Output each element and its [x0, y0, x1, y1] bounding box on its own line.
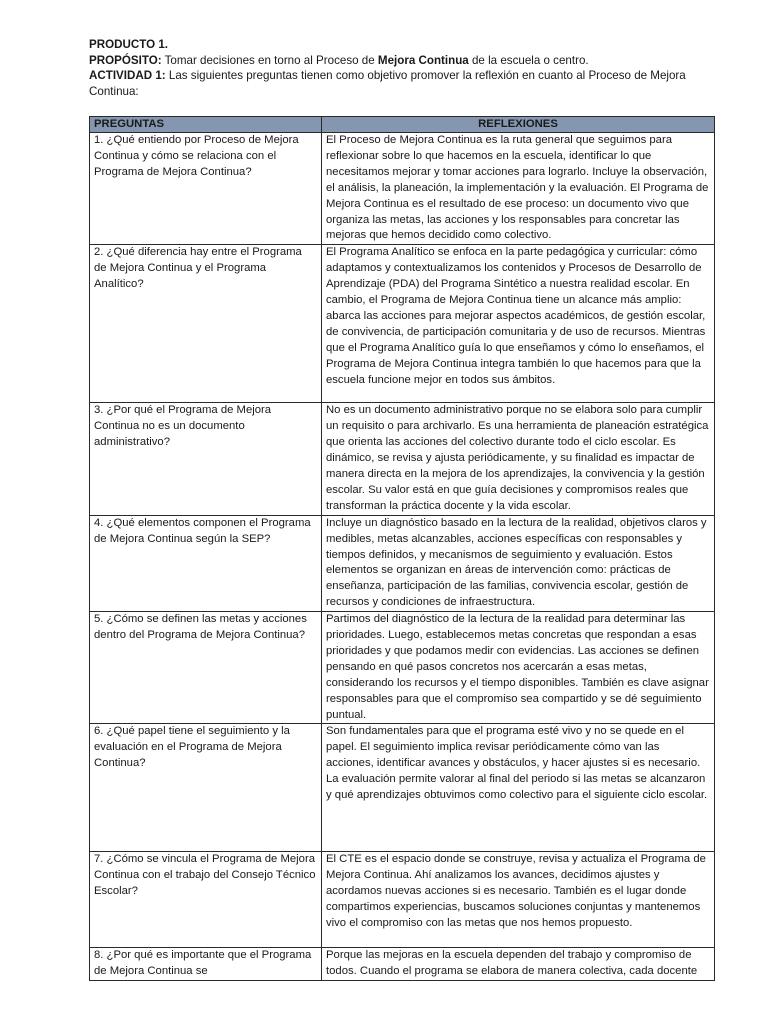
table-row: [90, 948, 715, 981]
table-row: [90, 515, 715, 611]
question-cell: 4. ¿Qué elementos componen el Programa de Mejora Continua según la SEP?: [90, 515, 322, 611]
table-row: [90, 612, 715, 724]
document-intro: [89, 37, 689, 99]
table-row: [90, 403, 715, 515]
table-row: [90, 133, 715, 245]
column-header-reflexiones: REFLEXIONES: [322, 117, 715, 133]
reflection-cell: No es un documento administrativo porque no se elabora solo para cumplir un requisito o para archivarlo. Es una herramienta de planeación estratégica que orienta las acciones del colectivo durante todo el ciclo escolar. Es dinámico, se revisa y ajusta periódicamente, y su finalidad es impactar de manera directa en la mejora de los aprendizajes, la convivencia y la gestión escolar. Su valor está en que guía decisiones y compromisos reales que transforman la práctica docente y la vida escolar.: [322, 403, 715, 515]
table-row: [90, 245, 715, 403]
question-cell: 7. ¿Cómo se vincula el Programa de Mejora Continua con el trabajo del Consejo Técnico Escolar?: [90, 852, 322, 948]
question-cell: 8. ¿Por qué es importante que el Programa de Mejora Continua se: [90, 948, 322, 981]
purpose-line: [89, 53, 689, 69]
question-cell: 3. ¿Por qué el Programa de Mejora Continua no es un documento administrativo?: [90, 403, 322, 515]
reflection-cell: Son fundamentales para que el programa esté vivo y no se quede en el papel. El seguimiento implica revisar periódicamente cómo van las acciones, identificar avances y obstáculos, y hacer ajustes si es necesario. La evaluación permite valorar al final del periodo si las metas se alcanzaron y qué aprendizajes obtuvimos como colectivo para el siguiente ciclo escolar.: [322, 724, 715, 852]
purpose-label: PROPÓSITO:: [89, 53, 162, 67]
question-cell: 5. ¿Cómo se definen las metas y acciones dentro del Programa de Mejora Continua?: [90, 612, 322, 724]
purpose-text-pre: Tomar decisiones en torno al Proceso de: [161, 53, 378, 67]
reflection-table: [89, 116, 715, 981]
table-header-row: [90, 117, 715, 133]
purpose-text-bold: Mejora Continua: [377, 53, 469, 67]
product-title: PRODUCTO 1.: [89, 38, 169, 51]
column-header-preguntas: PREGUNTAS: [90, 117, 322, 133]
activity-text: Las siguientes preguntas tienen como objetivo promover la reflexión en cuanto al Proceso de Mejora Continua:: [89, 69, 686, 98]
reflection-cell: El Proceso de Mejora Continua es la ruta general que seguimos para reflexionar sobre lo que hacemos en la escuela, identificar lo que necesitamos mejorar y tomar acciones para lograrlo. Incluye la observación, el análisis, la planeación, la implementación y la evaluación. El Programa de Mejora Continua es el resultado de ese proceso: un documento vivo que organiza las metas, las acciones y los responsables para concretar las mejoras que hemos decidido como colectivo.: [322, 133, 715, 245]
purpose-text-post: de la escuela o centro.: [468, 53, 589, 67]
reflection-cell: El Programa Analítico se enfoca en la parte pedagógica y curricular: cómo adaptamos y contextualizamos los contenidos y Procesos de Desarrollo de Aprendizaje (PDA) del Programa Sintético a nuestra realidad escolar. En cambio, el Programa de Mejora Continua tiene un alcance más amplio: abarca las acciones para mejorar aspectos académicos, de gestión escolar, de convivencia, de participación comunitaria y de uso de recursos. Mientras que el Programa Analítico guía lo que enseñamos y cómo lo enseñamos, el Programa de Mejora Continua integra también lo que hacemos para que la escuela funcione mejor en todos sus ámbitos.: [322, 245, 715, 403]
activity-line: [89, 68, 689, 99]
reflection-cell: El CTE es el espacio donde se construye, revisa y actualiza el Programa de Mejora Continua. Ahí analizamos los avances, decidimos ajustes y acordamos nuevas acciones si es necesario. También es el lugar donde compartimos experiencias, buscamos soluciones conjuntas y mantenemos vivo el compromiso con las metas que nos hemos propuesto.: [322, 852, 715, 948]
reflection-cell: Incluye un diagnóstico basado en la lectura de la realidad, objetivos claros y medibles, metas alcanzables, acciones específicas con responsables y tiempos definidos, y mecanismos de seguimiento y evaluación. Estos elementos se organizan en áreas de intervención como: prácticas de enseñanza, participación de las familias, convivencia escolar, gestión de recursos y condiciones de infraestructura.: [322, 515, 715, 611]
table-row: [90, 724, 715, 852]
question-cell: 1. ¿Qué entiendo por Proceso de Mejora Continua y cómo se relaciona con el Programa de Mejora Continua?: [90, 133, 322, 245]
reflection-cell: Porque las mejoras en la escuela dependen del trabajo y compromiso de todos. Cuando el programa se elabora de manera colectiva, cada docente: [322, 948, 715, 981]
activity-label: ACTIVIDAD 1:: [89, 69, 166, 83]
reflection-cell: Partimos del diagnóstico de la lectura de la realidad para determinar las prioridades. Luego, establecemos metas concretas que respondan a esas prioridades y que podamos medir con evidencias. Las acciones se definen pensando en qué pasos concretos nos acercarán a esas metas, considerando los recursos y el tiempo disponibles. También es clave asignar responsables para que el compromiso sea compartido y se dé seguimiento puntual.: [322, 612, 715, 724]
question-cell: 6. ¿Qué papel tiene el seguimiento y la evaluación en el Programa de Mejora Continua?: [90, 724, 322, 852]
table-row: [90, 852, 715, 948]
question-cell: 2. ¿Qué diferencia hay entre el Programa de Mejora Continua y el Programa Analítico?: [90, 245, 322, 403]
